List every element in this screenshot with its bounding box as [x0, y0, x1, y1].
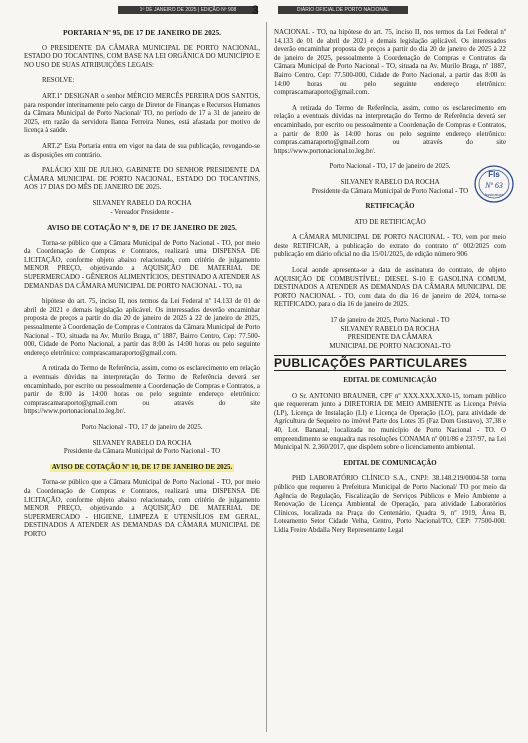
stamp-caption: Assinatura: [484, 192, 504, 197]
palacio-text: PALÁCIO XIII DE JULHO, GABINETE DO SENHOR PRESIDENTE DA CÂMARA MUNICIPAL DE PORTO NACIONAL, ESTADO DO TOCANTINS, AOS 17 DIAS DO MÊS DE JANEIRO DE 2025.: [24, 167, 260, 192]
edital-1-paragraph: O Sr. ANTONIO BRAUNER, CPF nº XXX.XXX.XX0-15, tornam público que requereram junto a DIRETORIA DE MEIO AMBIENTE as Licença Prévia (LP), Licença de Instalação (LI) e Licença de Operação (LO), para atividade de Agricultura de Sequeiro no imóvel Parte dos Lotes 35 (Faz Dom Gustavo), 37,38 e 40, Lot. Bananal, localizada no município de Porto Nacional - TO. O empreendimento se enquadra nas resoluções CONAMA nº 001/86 e 237/97, na Lei Municipal N. 2.360/2017, que dispõem sobre o licenciamento ambiental.: [274, 392, 506, 452]
signature-role: Presidente da Câmara Municipal de Porto Nacional - TO: [63, 448, 221, 456]
signature-name: SILVANEY RABELO DA ROCHA: [340, 178, 440, 186]
right-column: [274, 22, 506, 536]
edital-2-paragraph: PHD LABORATÓRIO CLÍNICO S.A., CNPJ: 38.148.219/0004-58 torna público que requereu à Prefeitura Municipal de Porto Nacional/ TO por meio da Agência de Regulação, Fiscalização de Serviços Públicos e Meio Ambiente a Renovação de Licença Ambiental de Operação, para atividade Laboratórios Clínicos, localizada na Praça do Centenário, Quadra 9, nº 1919, Área B, Loteamento Setor Cidade Velha, Centro, Porto Nacional/TO, CEP: 77500-000. Lídia Freire Abdalla Nery Representante Legal: [274, 475, 506, 534]
aviso-9-paragraph-3: A retirada do Termo de Referência, assim, como os esclarecimento em relação a eventuais dúvidas na interpretação do Termo de Referência deverá ser encaminhado, por escrito ou pessoalmente a Coordenação de Compras e Contratos, a partir de 8:00 às 14:00 horas ou pelo seguinte endereço eletrônico: comprascamaraporto@gmail.com ou através do site https://www.portonacional.to.leg.br/.: [24, 365, 260, 416]
continuation-paragraph-2: A retirada do Termo de Referência, assim, como os esclarecimento em relação a eventuais dúvidas na interpretação do Termo de Referência deverá ser encaminhado, por escrito ou pessoalmente a Coordenação de Compras e Contratos, a partir de 8:00 às 14:00 horas ou pelo seguinte endereço eletrônico: compras.camaraporto@gmail.com ou através do site https://www.portonacional.to.leg.br/.: [274, 104, 506, 155]
signature-role: - Vereador Presidente -: [110, 208, 174, 216]
signature-name: SILVANEY RABELO DA ROCHA: [92, 199, 192, 207]
signature-name: SILVANEY RABELO DA ROCHA: [92, 439, 192, 447]
aviso-9-paragraph-1: Torna-se público que a Câmara Municipal de Porto Nacional - TO, por meio da Coordenação de Compras e Contratos, realizará uma DISPENSA DE LICITAÇÃO, conforme objeto abaixo relacionado, com critério de julgamento MENOR PREÇO, objetivando a AQUISIÇÃO DE MATERIAL DE SUPERMERCADO - GÊNEROS ALIMENTÍCIOS, DESTINADO A ATENDER AS DEMANDAS DA CÂMARA MUNICIPAL DE PORTO NACIONAL - TO, na: [24, 239, 260, 290]
aviso-9-paragraph-2: hipótese do art. 75, inciso II, nos termos da Lei Federal nº 14.133 de 01 de abril de 2021 e demais legislação aplicável. Os interessados deverão encaminhar proposta de preços a partir do dia 20 de janeiro de 2025 à 22 de janeiro de 2025, pessoalmente à Coordenação de Compras e Contratos da Câmara Municipal de Porto Nacional - TO, situada na Av. Murilo Braga, nº 1887, Bairro Centro, Cep: 77.500-000, Cidade de Porto Nacional, a partir das 8:00 às 14:00 horas ou pelo seguinte endereço eletrônico: comprascamaraporto@gmail.com.: [24, 298, 260, 357]
aviso-10-title: AVISO DE COTAÇÃO Nº 10, DE 17 DE JANEIRO DE 2025.: [51, 463, 233, 471]
edital-1-title: EDITAL DE COMUNICAÇÃO: [343, 377, 437, 384]
continuation-date: Porto Nacional - TO, 17 de janeiro de 2025.: [329, 163, 451, 171]
aviso-10-paragraph-1: Torna-se público que a Câmara Municipal de Porto Nacional - TO, por meio da Coordenação de Compras e Contratos, realizará uma DISPENSA DE LICITAÇÃO, conforme objeto abaixo relacionado, com critério de julgamento MENOR PREÇO, objetivando a AQUISIÇÃO DE MATERIAL DE SUPERMERCADO - HIGIENE, LIMPEZA E UTENSÍLIOS EM GERAL, DESTINADOS A ATENDER AS DEMANDAS DA CÂMARA MUNICIPAL DE PORTO: [24, 479, 260, 538]
stamp-number: Nº 63: [485, 181, 503, 190]
retificacao-paragraph-1: A CÂMARA MUNICIPAL DE PORTO NACIONAL - TO, vem por meio deste RETIFICAR, a publicação do extrato do contrato nº 002/2025 com publicação em diário oficial no dia 15/01/2025, de edição número 906: [274, 234, 506, 259]
resolve-label: RESOLVE:: [42, 77, 75, 85]
retificacao-date: 17 de janeiro de 2025, Porto Nacional - TO: [330, 317, 450, 325]
continuation-paragraph-1: NACIONAL - TO, na hipótese do art. 75, inciso II, nos termos da Lei Federal nº 14.133 de 01 de abril de 2021 e demais legislação aplicável. Os interessados deverão encaminhar proposta de preços a partir do dia 20 de janeiro de 2025 à 22 de janeiro de 2025, pessoalmente à Coordenação de Compras e Contratos da Câmara Municipal de Porto Nacional - TO, situada na Av. Murilo Braga, nº 1887, Bairro Centro, Cep: 77.500-000, Cidade de Porto Nacional, a partir das 8:00 às 14:00 horas ou pelo seguinte endereço eletrônico: comprascamaraporto@gmail.com.: [274, 29, 506, 97]
column-divider: [266, 22, 267, 732]
signature-name: SILVANEY RABELO DA ROCHA: [340, 325, 440, 333]
portaria-preamble: O PRESIDENTE DA CÂMARA MUNICIPAL DE PORTO NACIONAL, ESTADO DO TOCANTINS, COM BASE NA LEI ORGÂNICA DO MUNICÍPIO E NO USO DE SUAS ATRIBUIÇÕES LEGAIS:: [24, 44, 260, 69]
page-number: 3: [252, 3, 259, 17]
header-edition: 1º DE JANEIRO DE 2025 | EDIÇÃO Nº 908: [118, 6, 258, 14]
header-journal: DIÁRIO OFICIAL DE PORTO NACIONAL: [278, 6, 408, 14]
article-2: ART.2º Esta Portaria entra em vigor na data de sua publicação, revogando-se as disposições em contrário.: [24, 142, 260, 159]
aviso-9-date: Porto Nacional - TO, 17 de janeiro de 2025.: [81, 423, 203, 431]
portaria-title: PORTARIA Nº 95, DE 17 DE JANEIRO DE 2025.: [62, 28, 222, 37]
stamp-seal: [473, 163, 515, 205]
retificacao-title: RETIFICAÇÃO: [365, 203, 415, 211]
aviso-9-title: AVISO DE COTAÇÃO Nº 9, DE 17 DE JANEIRO DE 2025.: [47, 223, 237, 233]
section-heading: PUBLICAÇÕES PARTICULARES: [274, 355, 506, 371]
signature-role: Presidente da Câmara Municipal de Porto Nacional - TO: [311, 187, 469, 195]
edital-2-title: EDITAL DE COMUNICAÇÃO: [343, 459, 437, 467]
page-header: [0, 0, 528, 22]
signature-role: PRESIDENTE DA CÂMARA: [347, 334, 433, 342]
retificacao-paragraph-2: Local aonde apresenta-se a data de assinatura do contrato, de objeto AQUISIÇÃO DE COMBUSTÍVEL: DIESEL S-10 E GASOLINA COMUM, DESTINADOS A ATENDER AS DEMANDAS DA CÂMARA MUNICIPAL DE PORTO NACIONAL - TO, com data do dia 16 de janeiro de 2024, torna-se RETIFICADO, para o dia 16 de janeiro de 2025.: [274, 267, 506, 309]
article-1: ART.1º DESIGNAR o senhor MÉRCIO MERCÊS PEREIRA DOS SANTOS, para responder interinamente pelo cargo de Diretor de Finanças e Recursos Humanos da Câmara Municipal de Porto Nacional/ TO, no período de 17 a 31 de janeiro de 2025, em razão da servidora Ilanna Ferreira Nunes, está afastada por motivo de licença à saúde.: [24, 92, 260, 135]
stamp-label: Fls: [488, 170, 500, 179]
left-column: [24, 22, 260, 540]
retificacao-subtitle: ATO DE RETIFICAÇÃO: [354, 218, 426, 226]
signature-role: MUNICIPAL DE PORTO NACIONAL-TO: [329, 342, 451, 350]
